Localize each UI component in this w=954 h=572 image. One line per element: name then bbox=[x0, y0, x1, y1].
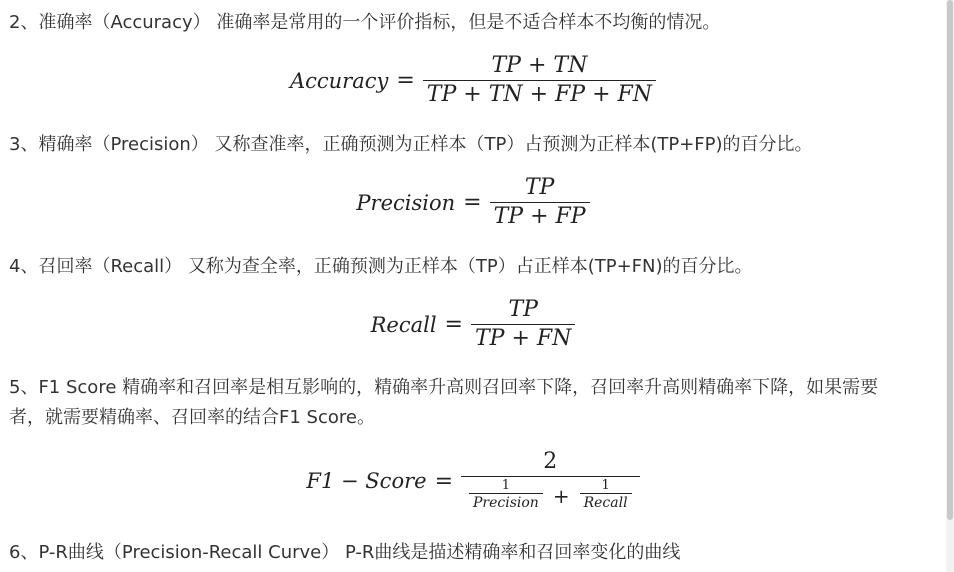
paragraph-f1-line1-text: 5、F1 Score 精确率和召回率是相互影响的，精确率升高则召回率下降，召回率升高则精确率下降，如果需要 bbox=[9, 377, 879, 398]
formula-recall-lhs: Recall bbox=[370, 312, 437, 337]
paragraph-recall-text: 4、召回率（Recall） 又称为查全率，正确预测为正样本（TP）占正样本(TP+FN)的百分比。 bbox=[9, 256, 753, 277]
paragraph-accuracy bbox=[9, 8, 946, 38]
paragraph-precision bbox=[9, 130, 946, 160]
inner-fraction-precision bbox=[469, 479, 543, 512]
formula-precision-lhs: Precision bbox=[356, 190, 456, 215]
formula-f1-lhs: F1 − Score bbox=[306, 469, 427, 493]
scrollbar-thumb[interactable] bbox=[947, 0, 953, 520]
denominator bbox=[461, 477, 640, 514]
paragraph-accuracy-text: 2、准确率（Accuracy） 准确率是常用的一个评价指标，但是不适合样本不均衡的情况。 bbox=[9, 12, 721, 33]
paragraph-recall bbox=[9, 252, 946, 282]
inner-numerator: 1 bbox=[501, 478, 511, 493]
denominator: TP + FP bbox=[493, 204, 586, 229]
paragraph-pr-curve bbox=[9, 538, 946, 568]
inner-denominator: Recall bbox=[583, 495, 628, 511]
inner-numerator: 1 bbox=[601, 478, 610, 493]
paragraph-f1-line1 bbox=[9, 373, 946, 403]
inner-fraction-recall bbox=[580, 479, 632, 512]
denominator: TP + TN + FP + FN bbox=[426, 82, 653, 107]
formula-precision bbox=[0, 174, 946, 231]
formula-accuracy bbox=[0, 52, 946, 109]
equals-sign: = bbox=[444, 312, 463, 337]
fraction bbox=[490, 174, 590, 231]
numerator: TP + TN bbox=[491, 53, 588, 78]
numerator: 2 bbox=[543, 449, 558, 474]
formula-f1 bbox=[0, 448, 946, 514]
denominator: TP + FN bbox=[474, 326, 572, 351]
numerator: TP bbox=[524, 175, 555, 200]
equals-sign: = bbox=[434, 468, 453, 494]
formula-recall bbox=[0, 296, 946, 353]
paragraph-precision-text: 3、精确率（Precision） 又称查准率，正确预测为正样本（TP）占预测为正样本(TP+FP)的百分比。 bbox=[9, 134, 813, 155]
inner-denominator: Precision bbox=[473, 495, 539, 511]
plus-sign: + bbox=[552, 483, 570, 508]
numerator: TP bbox=[508, 297, 538, 322]
paragraph-f1-line2 bbox=[9, 403, 946, 433]
paragraph-f1-line2-text: 者，就需要精确率、召回率的结合F1 Score。 bbox=[9, 407, 375, 428]
vertical-scrollbar[interactable] bbox=[946, 0, 954, 572]
equals-sign: = bbox=[396, 68, 415, 93]
fraction bbox=[471, 296, 575, 353]
paragraph-pr-curve-text: 6、P-R曲线（Precision-Recall Curve） P-R曲线是描述精确率和召回率变化的曲线 bbox=[9, 542, 681, 563]
fraction bbox=[423, 52, 656, 109]
fraction bbox=[461, 448, 640, 514]
formula-accuracy-lhs: Accuracy bbox=[289, 68, 389, 93]
equals-sign: = bbox=[463, 190, 482, 215]
